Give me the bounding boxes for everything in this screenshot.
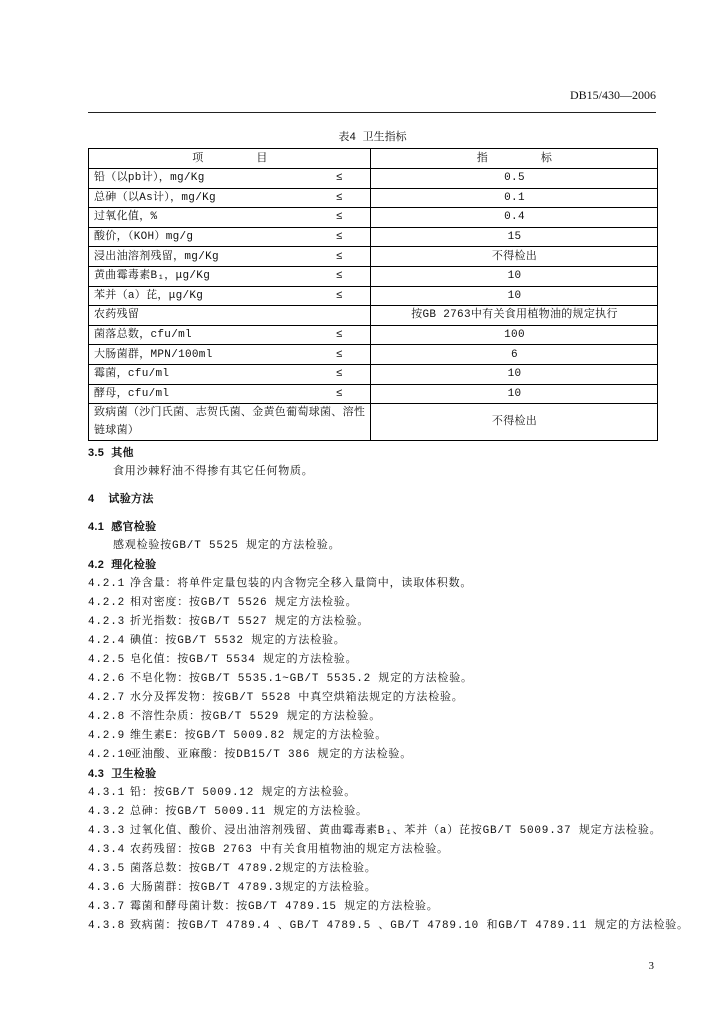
indicator-cell: 0.5 [371,169,658,189]
table-row [89,384,658,404]
section-number: 4.3 [88,768,105,780]
clause-text: 皂化值：按GB/T 5534 规定的方法检验。 [130,654,358,666]
item-cell [89,384,371,404]
indicator-cell: 10 [371,286,658,306]
clause [88,822,708,841]
comparison-operator: ≤ [336,289,343,302]
clause-number: 4.2.3 [88,616,126,628]
clause-number: 4.2.6 [88,673,126,685]
item-cell [89,306,371,326]
item-cell [89,188,371,208]
clause-text: 不溶性杂质：按GB/T 5529 规定的方法检验。 [130,711,382,723]
section-number: 3.5 [88,447,105,459]
item-cell [89,286,371,306]
indicator-cell: 10 [371,266,658,286]
indicator-cell: 按GB 2763中有关食用植物油的规定执行 [371,306,658,326]
hygiene-indicator-table [88,148,658,441]
table-row [89,325,658,345]
clause-number: 4.2.8 [88,711,126,723]
item-label: 大肠菌群，MPN/100ml [94,348,213,361]
item-cell [89,247,371,267]
item-cell [89,404,371,441]
item-label: 过氧化值，% [94,211,158,224]
clause [88,841,708,860]
clause-text: 铅：按GB/T 5009.12 规定的方法检验。 [130,787,357,799]
document-code: DB15/430—2006 [569,88,656,102]
section-title: 试验方法 [108,493,154,505]
table-caption: 表4 卫生指标 [338,132,407,144]
clause-number: 4.2.2 [88,597,126,609]
clause-number: 4.3.7 [88,901,126,913]
clause-text: 菌落总数：按GB/T 4789.2规定的方法检验。 [130,863,377,875]
clause [88,651,708,670]
item-label: 酵母，cfu/ml [94,387,170,400]
section-heading-4-2 [88,556,708,575]
page-number: 3 [648,960,654,972]
table-row [89,364,658,384]
clause-number: 4.3.6 [88,882,126,894]
section-title: 理化检验 [111,559,157,571]
item-label: 总砷（以As计），mg/Kg [94,191,216,204]
section-number: 4 [88,493,95,505]
clause-number: 4.2.9 [88,730,126,742]
clause [88,632,708,651]
indicator-cell: 0.4 [371,208,658,228]
indicator-cell: 6 [371,345,658,365]
item-cell [89,345,371,365]
clause-text: 净含量：将单件定量包装的内含物完全移入量筒中，读取体积数。 [130,578,473,590]
table-row [89,404,658,441]
item-cell [89,364,371,384]
table-header-row [89,149,658,169]
indicator-cell: 不得检出 [371,247,658,267]
clause [88,575,708,594]
clause-text: 亚油酸、亚麻酸：按DB15/T 386 规定的方法检验。 [130,749,413,761]
table-row [89,227,658,247]
clause [88,727,708,746]
comparison-operator: ≤ [336,329,343,342]
comparison-operator: ≤ [336,211,343,224]
section-number: 4.1 [88,521,105,533]
item-cell [89,169,371,189]
paragraph: 感观检验按GB/T 5525 规定的方法检验。 [113,540,341,552]
table-row [89,286,658,306]
table-row [89,208,658,228]
clause-text: 水分及挥发物：按GB/T 5528 中真空烘箱法规定的方法检验。 [130,692,464,704]
clause-number: 4.3.4 [88,844,126,856]
table-row [89,266,658,286]
indicator-cell: 不得检出 [371,404,658,441]
clause [88,898,708,917]
item-label: 浸出油溶剂残留，mg/Kg [94,250,219,263]
clause [88,708,708,727]
section-heading-3-5 [88,444,708,463]
section-heading-4-1 [88,518,708,537]
item-label: 农药残留 [94,309,140,322]
indicator-cell: 0.1 [371,188,658,208]
clause [88,670,708,689]
clause-text: 维生素E：按GB/T 5009.82 规定的方法检验。 [130,730,388,742]
clause-text: 致病菌：按GB/T 4789.4 、GB/T 4789.5 、GB/T 4789.10 和GB/T 4789.11 规定的方法检验。 [130,920,689,932]
clause-number: 4.3.5 [88,863,126,875]
clause-text: 大肠菌群：按GB/T 4789.3规定的方法检验。 [130,882,377,894]
column-header-indicator: 指 标 [371,149,658,169]
comparison-operator: ≤ [336,191,343,204]
item-label: 霉菌，cfu/ml [94,368,170,381]
clause [88,879,708,898]
item-cell [89,325,371,345]
clause-number: 4.3.1 [88,787,126,799]
section-title: 卫生检验 [111,768,157,780]
indicator-cell: 100 [371,325,658,345]
clause-number: 4.2.1 [88,578,126,590]
clause-text: 相对密度：按GB/T 5526 规定方法检验。 [130,597,358,609]
clause [88,784,708,803]
item-label: 铅（以pb计），mg/Kg [94,172,205,185]
table-row [89,247,658,267]
comparison-operator: ≤ [336,231,343,244]
clause [88,860,708,879]
indicator-cell: 10 [371,364,658,384]
clause [88,803,708,822]
item-label: 苯并（a）芘，μg/Kg [94,289,204,302]
table-row [89,306,658,326]
clause-text: 碘值：按GB/T 5532 规定的方法检验。 [130,635,346,647]
table-row [89,345,658,365]
item-label: 酸价，（KOH）mg/g [94,231,194,244]
comparison-operator: ≤ [336,270,343,283]
table-row [89,169,658,189]
item-label: 菌落总数，cfu/ml [94,329,192,342]
clause-text: 总砷：按GB/T 5009.11 规定的方法检验。 [130,806,368,818]
column-header-item: 项 目 [89,149,371,169]
clause [88,594,708,613]
indicator-cell: 15 [371,227,658,247]
clause-text: 折光指数：按GB/T 5527 规定的方法检验。 [130,616,370,628]
table-row [89,188,658,208]
clause [88,689,708,708]
clause [88,746,708,765]
item-cell [89,208,371,228]
item-cell [89,266,371,286]
clause-number: 4.2.7 [88,692,126,704]
clause [88,613,708,632]
header-rule [88,112,656,113]
comparison-operator: ≤ [336,387,343,400]
clause [88,917,708,936]
section-heading-4-3 [88,765,708,784]
item-label: 致病菌（沙门氏菌、志贺氏菌、金黄色葡萄球菌、溶性链球菌） [94,407,366,438]
clause-number: 4.3.8 [88,920,126,932]
clause-number: 4.2.5 [88,654,126,666]
section-title: 其他 [111,447,134,459]
clause-number: 4.2.10 [88,749,133,761]
clause-number: 4.2.4 [88,635,126,647]
paragraph: 食用沙棘籽油不得掺有其它任何物质。 [113,466,314,478]
item-cell [89,227,371,247]
clause-text: 霉菌和酵母菌计数：按GB/T 4789.15 规定的方法检验。 [130,901,439,913]
comparison-operator: ≤ [336,172,343,185]
comparison-operator: ≤ [336,348,343,361]
comparison-operator: ≤ [336,250,343,263]
comparison-operator: ≤ [336,368,343,381]
clause-text: 过氧化值、酸价、浸出油溶剂残留、黄曲霉毒素B₁、苯并（a）芘按GB/T 5009.37 规定方法检验。 [130,825,662,837]
section-number: 4.2 [88,559,105,571]
section-heading-4 [88,490,708,509]
indicator-cell: 10 [371,384,658,404]
document-body [88,444,708,936]
clause-number: 4.3.3 [88,825,126,837]
clause-text: 农药残留：按GB 2763 中有关食用植物油的规定方法检验。 [130,844,449,856]
section-title: 感官检验 [111,521,157,533]
clause-text: 不皂化物：按GB/T 5535.1~GB/T 5535.2 规定的方法检验。 [130,673,473,685]
clause-number: 4.3.2 [88,806,126,818]
item-label: 黄曲霉毒素B₁，μg/Kg [94,270,211,283]
